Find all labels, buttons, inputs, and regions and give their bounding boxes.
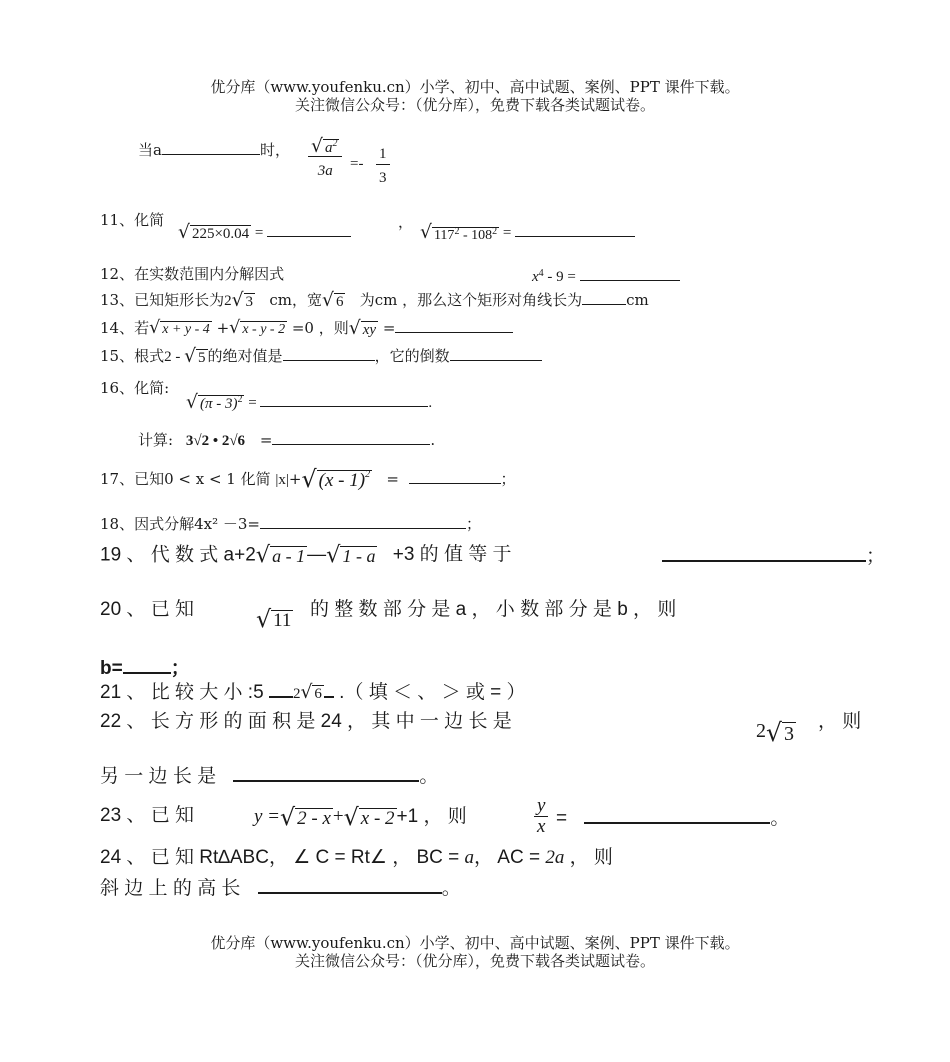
q12-expr [532,266,680,287]
q13-text-2: cm，宽 [269,291,322,309]
calc-equals: = [259,431,273,449]
q23-expr: y = √ 2 - x + √ x - 2 +1 ， 则 [254,803,467,831]
q11-expr-2: √ $117^2 - 108^2$ = [420,222,635,243]
q23-period: 。 [770,808,790,829]
q23-answer [556,806,789,829]
sqrt-sign: √ $a^2$ [311,135,338,157]
q15-text-1: 15、根式 [100,347,165,365]
q22-coef: 2 [756,720,766,743]
answer-blank[interactable] [662,544,866,562]
q12-rest: - 9 = [543,269,576,285]
q15-radicand: 5 [198,349,206,366]
q19-text-2: +3 的 值 等 于 [392,544,512,566]
q20-text-2: 的 整 数 部 分 是 a ， 小 数 部 分 是 b ， 则 [310,599,677,620]
q23-plus: + [332,806,344,828]
q11-radicand-b: - 108 [459,227,493,243]
q23-equals: = [556,808,568,829]
footer-line-1: 优分库（www.youfenku.cn）小学、初中、高中试题、案例、PPT 课件下载。 [210,934,740,952]
q23-den: x [537,816,546,837]
question-17: 17、已知0 < x < 1 化简 |x|+ √ (x - 1)$^2$ = ； [100,465,516,493]
q21-coef: 2 [292,686,301,702]
q23-text-2: +1 ， 则 [396,806,467,828]
answer-blank[interactable] [269,680,293,698]
q15-expr: 2 - [164,349,185,365]
q12-variable: x [532,269,539,285]
q17-semicolon: ； [500,469,516,488]
q13-text-3: 为cm ，那么这个矩形对角线长为 [359,291,583,309]
q13-radicand-2: 6 [335,293,344,310]
q24-period: 。 [441,878,461,899]
answer-blank[interactable] [233,764,419,782]
q14-text-1: 14、若 [100,319,150,337]
question-14: 14、若 √ x + y - 4 + √ x - y - 2 =0 ，则 √ xy = [100,318,513,338]
q22-text-1: 22 、 长 方 形 的 面 积 是 24 ， 其 中 一 边 长 是 [100,711,512,732]
q22-period: 。 [419,766,439,787]
q14-radicand-3: xy [362,321,377,338]
q14-equals: = [382,319,396,337]
question-11 [100,210,164,230]
q-pre-fraction-right: $\frac{1}{3}$ [376,144,390,188]
q24-a: a [464,847,475,868]
q24-text-1: 24 、 已 知 Rt∆ABC， ∠ C = Rt∠ ， BC = [100,847,460,868]
answer-blank[interactable] [260,392,428,407]
q17-equals: = [386,469,399,488]
q18-semicolon: ； [465,515,481,533]
q16-radicand: (π - 3) [199,396,238,413]
q20-sqrt: √ 11 [256,605,292,633]
calc-dot: . [430,431,436,449]
question-19: 19 、 代 数 式 a+2 √ a - 1 — √ 1 - a +3 的 值 等 于 [100,542,512,568]
q15-text-3: ，它的倒数 [374,347,450,365]
q16-label: 16、化简: [100,379,170,397]
answer-blank[interactable] [267,222,351,237]
question-18 [100,514,481,534]
question-16 [100,378,169,398]
q16-dot: . [428,395,433,411]
calc-expr: 3√2 • 2√6 [185,433,246,449]
q22-text-2: ， 则 [818,711,862,732]
question-22 [100,712,512,732]
q11-label: 11、化简 [100,211,165,229]
q14-plus: + [216,319,230,337]
q23-fraction [534,796,548,837]
q11-equals: = [254,225,264,241]
q19-text-1: 19 、 代 数 式 a+2 [100,544,256,566]
q20-text-1: 20 、 已 知 [100,599,194,620]
q20-line-2 [100,656,190,679]
q16-equals: = [248,395,257,411]
header-line-1: 优分库（www.youfenku.cn）小学、初中、高中试题、案例、PPT 课件下载。 [210,78,740,96]
header-line-2: 关注微信公众号：（优分库），免费下载各类试题试卷。 [294,96,655,114]
q19-radicand-1: a - 1 [272,545,306,566]
question-24 [100,848,613,868]
q19-radicand-2: 1 - a [342,545,376,566]
question-15: 15、根式2 - √ 5 的绝对值是 ，它的倒数 [100,346,542,367]
footer-line-2: 关注微信公众号：（优分库），免费下载各类试题试卷。 [294,952,655,970]
answer-blank[interactable] [409,469,501,484]
q11-comma: ， [398,213,414,231]
page-header [0,78,950,114]
q12-power: 4 [538,268,544,279]
q19-minus: — [307,544,327,566]
q13-text-1: 13、已知矩形长为 [100,291,225,309]
q23-y: y = [254,806,281,828]
q-pre-text-a: 当a [138,141,162,159]
q14-radicand-2: x - y - 2 [242,322,286,338]
q13-coef: 2 [224,293,232,309]
q15-text-2: 的绝对值是 [207,347,283,365]
q16-expr: √ (π - 3)$^2$ = . [186,392,433,414]
answer-blank[interactable] [123,656,171,674]
calc-row [138,430,435,451]
q22-line-2 [100,764,438,787]
q24-2a: 2a [545,847,565,868]
q23-radicand-2: x - 2 [360,807,395,829]
q17-radicand: (x - 1) [318,469,366,491]
q21-text-2: .（ 填 ＜ 、 ＞ 或 = ） [339,682,526,703]
q21-radicand: 6 [314,685,322,702]
q21-text-1: 21 、 比 较 大 小 :5 [100,682,264,703]
q17-text: 17、已知0 < x < 1 化简 [100,469,271,488]
question-20 [100,600,194,620]
q20-b-label: b= [100,658,123,679]
question-12 [100,264,284,284]
q19-semicolon: ； [866,546,886,567]
q13-unit: cm [626,291,649,309]
q-pre-eq: =- [350,156,364,172]
question-pre [138,140,290,160]
question-13: 13、已知矩形长为2 √ 3 cm，宽 √ 6 为cm ，那么这个矩形对角线长为 cm [100,289,649,311]
answer-blank[interactable] [584,806,770,824]
q20-radicand: 11 [273,609,292,631]
q22-radicand: 3 [783,723,794,745]
answer-blank[interactable] [283,346,375,361]
q14-text-2: =0 ，则 [291,319,349,337]
answer-blank[interactable] [162,140,260,155]
answer-blank[interactable] [450,346,542,361]
q23-radicand-1: 2 - x [297,807,331,829]
question-21: 21 、 比 较 大 小 :5 2 √ 6 .（ 填 ＜ 、 ＞ 或 = ） [100,681,526,703]
q24-text-3: ， 则 [569,847,613,868]
q22-value: 2 √ 3 [756,718,794,747]
q11-expr-1: √ 225×0.04 = [178,222,351,243]
q14-radicand-1: x + y - 4 [162,322,210,338]
q18-text: 18、因式分解4x² －3= [100,515,260,533]
q24-line-2 [100,876,461,899]
fraction: √ $a^2$ 3a [308,136,342,181]
answer-blank[interactable] [324,680,334,698]
q24-text-2: ， AC = [474,847,541,868]
q19-answer [662,544,885,567]
q24-text-4: 斜 边 上 的 高 长 [100,878,241,899]
q23-text-1: 23 、 已 知 [100,805,194,826]
q11-radicand-1: 225×0.04 [191,226,250,243]
answer-blank[interactable] [260,514,466,529]
q-pre-text-b: 时， [259,141,290,159]
answer-blank[interactable] [580,266,680,281]
q22-text-3: 另 一 边 长 是 [100,766,217,787]
calc-label: 计算: [138,431,174,449]
answer-blank[interactable] [395,318,513,333]
q17-plus: + [288,469,302,488]
question-23 [100,806,194,826]
page-footer [0,934,950,970]
q11-radicand-a: 117 [433,227,455,243]
answer-blank[interactable] [258,876,442,894]
answer-blank[interactable] [515,222,635,237]
q17-abs: |x| [275,471,289,488]
q12-label: 12、在实数范围内分解因式 [100,265,285,283]
q20-semicolon: ； [170,658,190,679]
q23-num: y [534,796,548,817]
answer-blank[interactable] [272,430,430,445]
answer-blank[interactable] [582,290,626,305]
q-pre-fraction [308,136,342,181]
q13-radicand-1: 3 [245,293,254,310]
